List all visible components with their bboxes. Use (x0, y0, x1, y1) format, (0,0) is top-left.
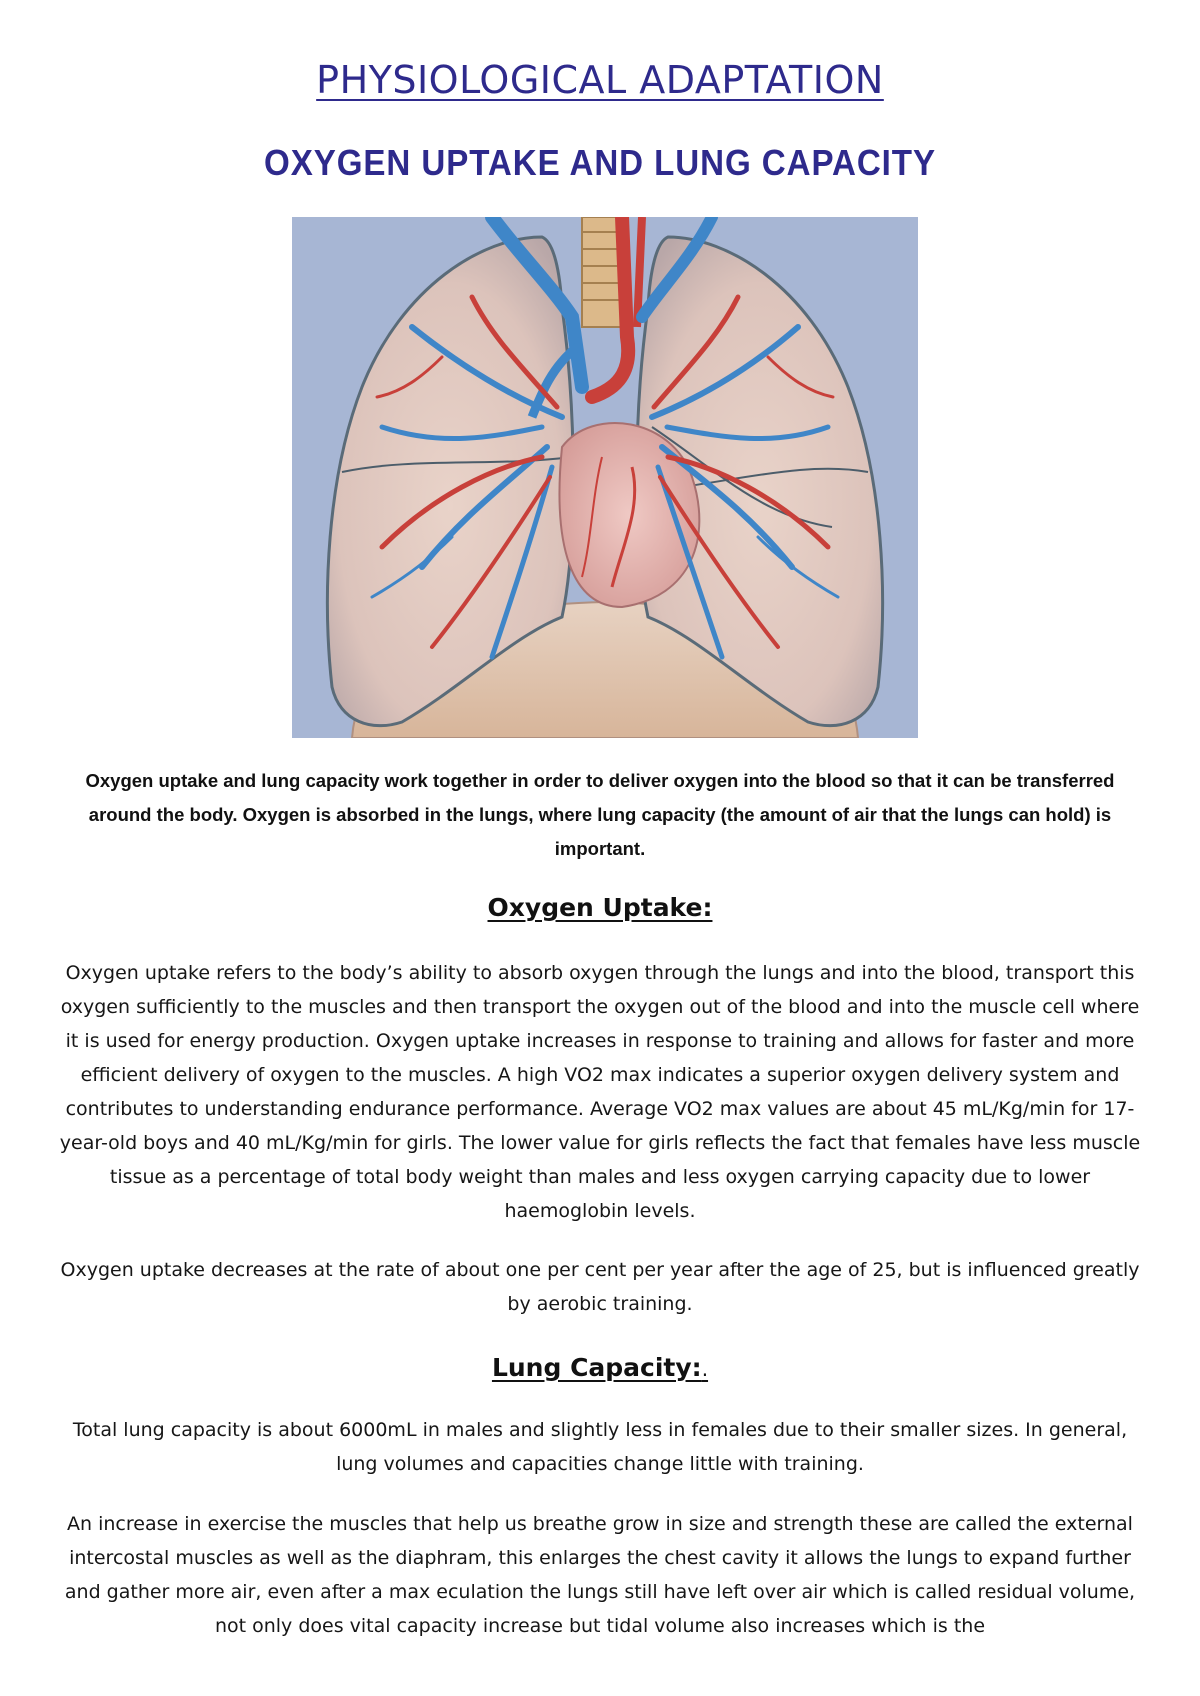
section-heading-oxygen-uptake (0, 893, 1200, 922)
lung-capacity-exercise-paragraph: An increase in exercise the muscles that help us breathe grow in size and strength these are called the external intercostal muscles as well as the diaphram, this enlarges the chest cavity it allows the lungs to expand further and gather more air, even after a max eculation the lungs still have left over air which is called residual volume, not only does vital capacity increase but tidal volume also increases which is the (64, 1513, 1136, 1637)
document-title: PHYSIOLOGICAL ADAPTATION (316, 58, 884, 102)
heading-text: Oxygen Uptake: (487, 893, 713, 922)
oxygen-uptake-paragraph: Oxygen uptake refers to the body’s ability to absorb oxygen through the lungs and into the blood, transport this oxygen sufficiently to the muscles and then transport the oxygen out of the blood and into the muscle cell where it is used for energy production. Oxygen uptake increases in response to training and allows for faster and more efficient delivery of oxygen to the muscles. A high VO2 max indicates a superior oxygen delivery system and contributes to understanding endurance performance. Average VO2 max values are about 45 mL/Kg/min for 17-year-old boys and 40 mL/Kg/min for girls. The lower value for girls reflects the fact that females have less muscle tissue as a percentage of total body weight than males and less oxygen carrying capacity due to lower haemoglobin levels. (59, 962, 1141, 1222)
lung-capacity-paragraph: Total lung capacity is about 6000mL in males and slightly less in females due to their smaller sizes. In general, lung volumes and capacities change little with training. (72, 1419, 1128, 1475)
heading-trail: . (701, 1357, 709, 1381)
intro-paragraph: Oxygen uptake and lung capacity work together in order to deliver oxygen into the blood so that it can be transferred around the body. Oxygen is absorbed in the lungs, where lung capacity (the amount of air that the lungs can hold) is important. (85, 770, 1115, 859)
lungs-illustration (292, 217, 918, 738)
oxygen-uptake-age-paragraph: Oxygen uptake decreases at the rate of about one per cent per year after the age of 25, but is influenced greatly by aerobic training. (60, 1259, 1140, 1315)
section-heading-lung-capacity (0, 1353, 1200, 1382)
lungs-illustration-icon (292, 217, 918, 738)
document-subtitle: OXYGEN UPTAKE AND LUNG CAPACITY (264, 142, 936, 183)
heading-text: Lung Capacity: (491, 1353, 702, 1382)
